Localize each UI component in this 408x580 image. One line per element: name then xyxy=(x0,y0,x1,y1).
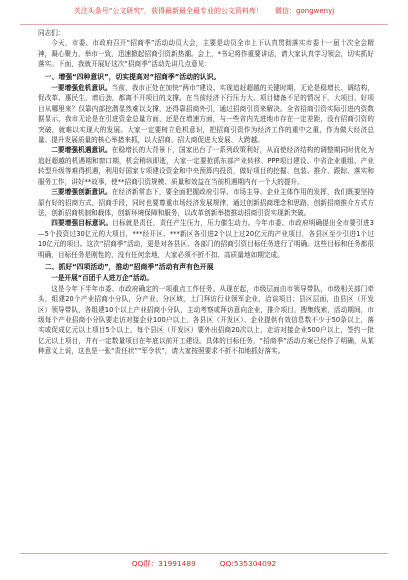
salutation: 同志们： xyxy=(38,29,65,37)
section-2-heading: 二、抓好“四项活动”，推动“招商季”活动有声有色开展 xyxy=(44,262,214,271)
section-1-paragraph-3 xyxy=(38,187,374,218)
paragraph-lead: 三要增强创新意识。 xyxy=(51,188,112,197)
paragraph-body: 在经济新常态下，要全面把握政府引导、市场主导、企业主体作用的发挥，我们既要坚持原有好的招商方式，招商手段，同时也要尊重市场经济发展规律，通过创新招商理念和思路，创新招商推介方式方法，创新招商机制和载体，创新环境保障和服务，以改革创新举措推动招商引资实现新突破。 xyxy=(38,188,374,217)
paragraph-body: 当前，我市正处在加快“两市”建设、实现追赶超越的关键时期，无论是稳增长、调结构，促改革、惠民生、增后劲，都离不开项目的支撑。在当前经济下行压力大、项目储备不足的情况下，大项目、好项目从哪里来？仅靠内部挖潜显然难以支撑，还得靠招商外引，通过招商引资来解决。全省招商引资实际引进内资数据显示，我市无论是在引进资金总量方面，还是在增速方面，与一些省内先进地市存在一定差距，没有招商引资的突破，就难以实现大的发展。大家一定要树立危机意识，把招商引资作为经济工作的重中之重，作为做大经济总量、提升发展质量的核心举措来抓，以大招商、招大商促进大发展、大跨越。 xyxy=(38,84,374,145)
paragraph-lead: 一要增强危机意识。 xyxy=(51,84,112,93)
paragraph-lead: 二要增强机遇意识。 xyxy=(51,146,112,155)
paragraph-lead: 四要增强目标意识。 xyxy=(51,219,113,228)
paragraph-body: 目标就是责任，责任产生压力，压力催生动力。今年市委、市政府明确提出全市要引进3—5个投资过30亿元的大项目，***经开区、***新区各引进2个以上过20亿元的产业项目，各县区至少引进1个过10亿元的项目。这次“招商季”活动，更是对各县区、各部门的招商引资目标任务进行了明确。这些目标和任务都很明确，目标任务是刚性的，没有任何余地，大家必须不折不扣、高质量地如期完成。 xyxy=(38,219,374,259)
intro-paragraph: 今天，市委、市政府召开“招商季”活动动员大会，主要是动员全市上下认真贯彻落实市委十一届十次全会精神，凝心聚力，举市一致，迅速掀起招商引资新热潮。会上，*书记将作重要讲话，请大家认真学习领会，切实抓好落实。下面，我就开展好这次“招商季”活动先讲几点意见： xyxy=(38,39,374,69)
qq-personal-number: QQ:535304092 xyxy=(219,558,277,568)
section-1-paragraph-1 xyxy=(38,83,374,145)
footer-divider xyxy=(20,553,388,554)
qq-group-number: QQ群：31991489 xyxy=(131,558,196,568)
section-2-paragraph-1: 这是今年下半年市委、市政府确定的一项重点工作任务。从现在起，市级层面由市领导带队，市级相关部门牵头，组建20个产业招商小分队，分产业、分区域，上门拜访行业领军企业，洽谈项目；县区层面，由县区（开发区）领导带队，各组建10个以上产业招商小分队，主动考察或拜访意向企业，推介项目，搜集线索，活动期间，市级每个产业招商小分队要走访对接企业100户以上，各县区（开发区）、企业提供有效信息数不少于50条以上，落实或促成亿元以上项目5个以上，每个县区（开发区）要外出招商20次以上，走访对接企业500户以上，签约一批亿元以上项目，并有一定数量项目在年底以前开工建设。具体的目标任务，“招商季”活动方案已经作了明确，从某种意义上说，这也是一张“责任状”“军令状”，请大家按照要求不折不扣地抓好落实。 xyxy=(38,284,374,356)
section-2-subheading-1: 一是开展“百团千人进万企”活动。 xyxy=(51,274,153,283)
wechat-id: 微信：gongwenyj xyxy=(275,7,335,15)
paragraph-body: 在稳增长的大背景下，国家出台了一系列政策利好，从而使经济结构的调整期同时优化为追赶超越的机遇期和窗口期，机会稍纵即逝，大家一定要抢抓东部产业转移、PPP项目建设、中省企业重组、产业转型升级等难得机遇，利用好国家专项建设资金和中央预算内投资，做好项目的挖掘、包装、推介、跟踪、落实和服务工作，讲好**故事，使**招商引资规模、质量和效益在当前机遇期内有一个大的提升。 xyxy=(38,146,374,186)
promo-link[interactable]: 关注头条号“公文研究”，获得最新最全最专业的公文资料库！ xyxy=(73,7,264,15)
header-banner xyxy=(0,0,408,22)
section-1-paragraph-4 xyxy=(38,218,374,260)
header-divider xyxy=(20,24,388,25)
document-body xyxy=(38,28,374,357)
section-1-heading: 一、增强“四种意识”，切实提高对“招商季”活动的认识。 xyxy=(44,72,221,81)
section-1-paragraph-2 xyxy=(38,145,374,187)
footer-banner xyxy=(0,556,408,570)
